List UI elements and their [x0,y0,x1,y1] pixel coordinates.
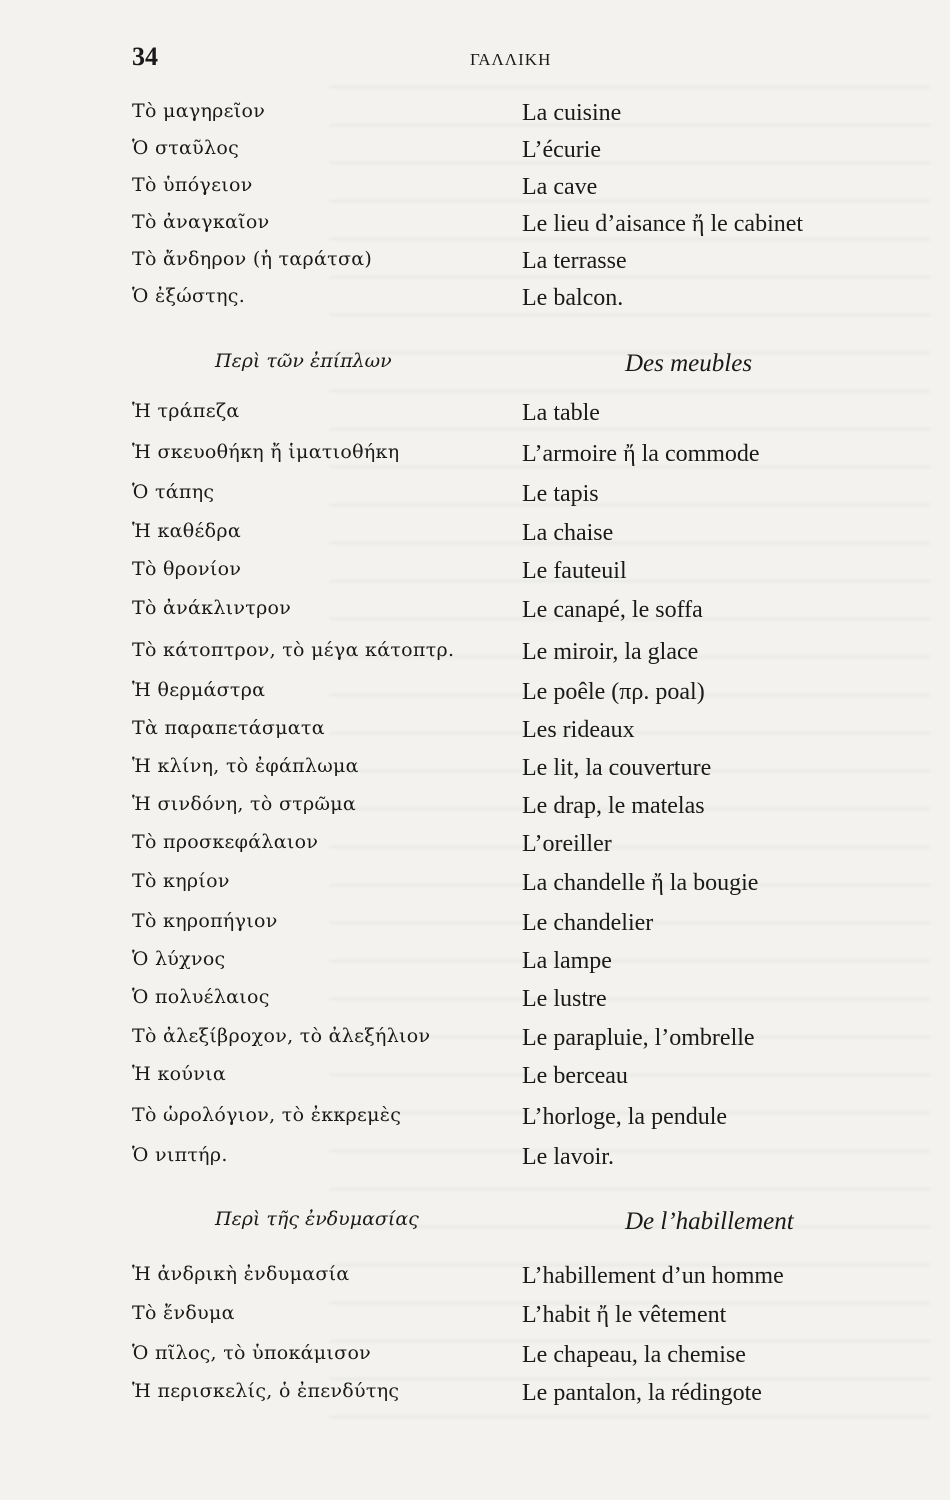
french-term: La chaise [522,520,614,546]
page-header [0,42,950,82]
french-term: Le tapis [522,481,599,507]
greek-term: Τὸ ἄνδηρον (ἡ ταράτσα) [132,248,373,270]
french-term: Le chandelier [522,910,654,936]
vocab-row [0,831,950,869]
vocab-row [0,211,950,249]
greek-term: Ἡ σινδόνη, τὸ στρῶμα [132,793,357,815]
vocab-row [0,986,950,1024]
french-term: Le lustre [522,986,607,1012]
vocab-row [0,248,950,286]
greek-term: Τὸ ἀνάκλιντρον [132,597,292,619]
section-heading-greek: Περὶ τῆς ἐνδυμασίας [215,1208,419,1230]
vocab-row [0,481,950,519]
greek-term: Τὸ προσκεφάλαιον [132,831,319,853]
vocab-row [0,1144,950,1182]
vocab-row [0,1263,950,1301]
greek-term: Ὁ ἐξώστης. [132,285,246,307]
french-term: L’armoire ἤ la commode [522,441,760,467]
french-term: Le parapluie, l’ombrelle [522,1025,755,1051]
greek-term: Τὸ ἀναγκαῖον [132,211,270,233]
greek-term: Ἡ θερμάστρα [132,679,266,701]
greek-term: Ὁ τάπης [132,481,215,503]
french-term: Le lavoir. [522,1144,614,1170]
section-heading-greek: Περὶ τῶν ἐπίπλων [215,350,392,372]
greek-term: Ἡ σκευοθήκη ἤ ἱματιοθήκη [132,441,400,463]
greek-term: Ὁ νιπτήρ. [132,1144,228,1166]
greek-term: Ὁ πῖλος, τὸ ὑποκάμισον [132,1342,372,1364]
page-number: 34 [132,42,158,71]
vocab-row [0,597,950,635]
vocab-row [0,1025,950,1063]
greek-term: Ὁ λύχνος [132,948,226,970]
greek-term: Τὸ κηρίον [132,870,230,892]
french-term: Le drap, le matelas [522,793,705,819]
vocab-row [0,1342,950,1380]
vocab-row [0,558,950,596]
section-heading [0,350,950,388]
french-term: Le canapé, le soffa [522,597,703,623]
vocab-row [0,174,950,212]
vocab-row [0,679,950,717]
french-term: La cave [522,174,598,200]
greek-term: Τὸ μαγηρεῖον [132,100,266,122]
french-term: L’habillement d’un homme [522,1263,784,1289]
french-term: Le berceau [522,1063,628,1089]
french-term: Les rideaux [522,717,635,743]
greek-term: Τὰ παραπετάσματα [132,717,325,739]
vocab-row [0,639,950,677]
french-term: L’habit ἤ le vêtement [522,1302,727,1328]
french-term: L’écurie [522,137,602,163]
section-heading [0,1208,950,1246]
french-term: L’oreiller [522,831,612,857]
vocab-row [0,285,950,323]
french-term: La lampe [522,948,612,974]
vocab-row [0,910,950,948]
vocab-row [0,1302,950,1340]
greek-term: Τὸ θρονίον [132,558,242,580]
french-term: Le lit, la couverture [522,755,712,781]
vocab-row [0,520,950,558]
vocab-row [0,717,950,755]
french-term: La cuisine [522,100,622,126]
french-term: Le miroir, la glace [522,639,699,665]
greek-term: Ἡ τράπεζα [132,400,240,422]
greek-term: Ἡ κλίνη, τὸ ἐφάπλωμα [132,755,359,777]
french-term: La chandelle ἤ la bougie [522,870,759,896]
greek-term: Τὸ κάτοπτρον, τὸ μέγα κάτοπτρ. [132,639,455,661]
section-heading-french: De l’habillement [625,1208,794,1235]
french-term: Le balcon. [522,285,624,311]
greek-term: Ὁ σταῦλος [132,137,240,159]
vocab-row [0,948,950,986]
greek-term: Τὸ ἔνδυμα [132,1302,235,1324]
vocab-row [0,137,950,175]
greek-term: Ὁ πολυέλαιος [132,986,270,1008]
greek-term: Ἡ κούνια [132,1063,226,1085]
french-term: La table [522,400,600,426]
vocab-row [0,1104,950,1142]
french-term: L’horloge, la pendule [522,1104,728,1130]
vocab-row [0,1063,950,1101]
vocab-row [0,1380,950,1418]
greek-term: Τὸ ὡρολόγιον, τὸ ἐκκρεμὲς [132,1104,402,1126]
greek-term: Ἡ καθέδρα [132,520,242,542]
greek-term: Ἡ ἀνδρικὴ ἐνδυμασία [132,1263,350,1285]
french-term: Le fauteuil [522,558,627,584]
french-term: Le lieu d’aisance ἤ le cabinet [522,211,804,237]
greek-term: Τὸ κηροπήγιον [132,910,278,932]
running-title: ΓΑΛΛΙΚΗ [470,50,552,69]
french-term: La terrasse [522,248,627,274]
vocab-row [0,400,950,438]
greek-term: Ἡ περισκελίς, ὁ ἐπενδύτης [132,1380,400,1402]
vocab-row [0,755,950,793]
vocab-row [0,441,950,479]
vocab-row [0,793,950,831]
section-heading-french: Des meubles [625,350,753,377]
vocab-row [0,100,950,138]
vocab-row [0,870,950,908]
greek-term: Τὸ ὑπόγειον [132,174,253,196]
greek-term: Τὸ ἀλεξίβροχον, τὸ ἀλεξήλιον [132,1025,431,1047]
french-term: Le poêle (πρ. poal) [522,679,705,705]
french-term: Le chapeau, la chemise [522,1342,746,1368]
french-term: Le pantalon, la rédingote [522,1380,762,1406]
